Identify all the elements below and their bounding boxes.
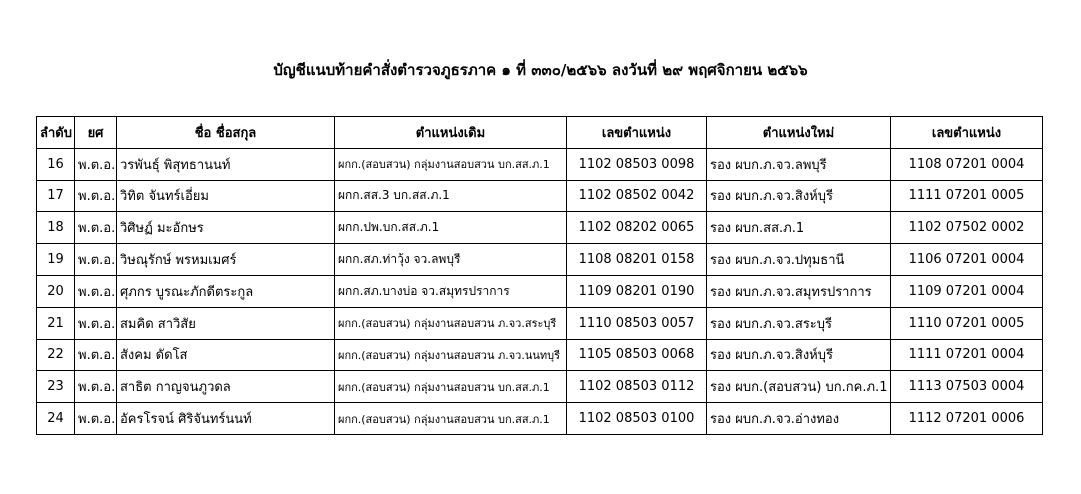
header-rank: ยศ (75, 117, 117, 149)
cell-rank: พ.ต.อ. (75, 180, 117, 212)
header-no: ลำดับ (37, 117, 75, 149)
cell-name: วิทิต จันทร์เอี่ยม (117, 180, 335, 212)
cell-new-position-no: 1110 07201 0005 (891, 307, 1043, 339)
cell-new-position-no: 1109 07201 0004 (891, 275, 1043, 307)
cell-rank: พ.ต.อ. (75, 371, 117, 403)
cell-old-position: ผกก.สภ.ท่าวุ้ง จว.ลพบุรี (335, 244, 567, 276)
cell-name: สาธิต กาญจนภูวดล (117, 371, 335, 403)
cell-new-position-no: 1108 07201 0004 (891, 148, 1043, 180)
cell-rank: พ.ต.อ. (75, 339, 117, 371)
cell-no: 18 (37, 212, 75, 244)
header-old-position: ตำแหน่งเดิม (335, 117, 567, 149)
header-new-position: ตำแหน่งใหม่ (707, 117, 891, 149)
cell-old-position: ผกก.ปพ.บก.สส.ภ.1 (335, 212, 567, 244)
cell-old-position: ผกก.สภ.บางบ่อ จว.สมุทรปราการ (335, 275, 567, 307)
cell-old-position: ผกก.(สอบสวน) กลุ่มงานสอบสวน ภ.จว.นนทบุรี (335, 339, 567, 371)
cell-new-position-no: 1111 07201 0004 (891, 339, 1043, 371)
cell-no: 19 (37, 244, 75, 276)
cell-new-position-no: 1106 07201 0004 (891, 244, 1043, 276)
cell-no: 23 (37, 371, 75, 403)
cell-no: 20 (37, 275, 75, 307)
cell-old-position: ผกก.(สอบสวน) กลุ่มงานสอบสวน บก.สส.ภ.1 (335, 148, 567, 180)
cell-name: อัครโรจน์ ศิริจันทร์นนท์ (117, 403, 335, 435)
cell-old-position-no: 1102 08503 0100 (567, 403, 707, 435)
cell-new-position: รอง ผบก.(สอบสวน) บก.กค.ภ.1 (707, 371, 891, 403)
cell-no: 16 (37, 148, 75, 180)
cell-name: วิศิษฏ์ มะอักษร (117, 212, 335, 244)
table-row (37, 307, 1043, 339)
cell-new-position-no: 1111 07201 0005 (891, 180, 1043, 212)
cell-old-position-no: 1102 08503 0112 (567, 371, 707, 403)
cell-new-position: รอง ผบก.ภ.จว.ปทุมธานี (707, 244, 891, 276)
cell-no: 17 (37, 180, 75, 212)
cell-old-position-no: 1108 08201 0158 (567, 244, 707, 276)
table-header (37, 117, 1043, 149)
table-row (37, 244, 1043, 276)
cell-new-position: รอง ผบก.ภ.จว.อ่างทอง (707, 403, 891, 435)
cell-new-position-no: 1102 07502 0002 (891, 212, 1043, 244)
cell-rank: พ.ต.อ. (75, 403, 117, 435)
cell-rank: พ.ต.อ. (75, 244, 117, 276)
cell-old-position-no: 1102 08503 0098 (567, 148, 707, 180)
table-row (37, 339, 1043, 371)
cell-name: สมคิด สาวิสัย (117, 307, 335, 339)
cell-old-position: ผกก.(สอบสวน) กลุ่มงานสอบสวน บก.สส.ภ.1 (335, 371, 567, 403)
cell-old-position: ผกก.สส.3 บก.สส.ภ.1 (335, 180, 567, 212)
cell-old-position: ผกก.(สอบสวน) กลุ่มงานสอบสวน บก.สส.ภ.1 (335, 403, 567, 435)
header-new-position-no: เลขตำแหน่ง (891, 117, 1043, 149)
cell-name: วรพันธุ์ พิสุทธานนท์ (117, 148, 335, 180)
table-body (37, 148, 1043, 434)
table-row (37, 371, 1043, 403)
cell-no: 21 (37, 307, 75, 339)
cell-new-position: รอง ผบก.ภ.จว.สิงห์บุรี (707, 180, 891, 212)
cell-old-position-no: 1105 08503 0068 (567, 339, 707, 371)
header-old-position-no: เลขตำแหน่ง (567, 117, 707, 149)
table-row (37, 403, 1043, 435)
table-row (37, 148, 1043, 180)
cell-rank: พ.ต.อ. (75, 307, 117, 339)
cell-old-position-no: 1110 08503 0057 (567, 307, 707, 339)
cell-new-position: รอง ผบก.ภ.จว.สระบุรี (707, 307, 891, 339)
table-row (37, 212, 1043, 244)
table-row (37, 180, 1043, 212)
cell-name: ศุภกร บูรณะภักดีตระกูล (117, 275, 335, 307)
cell-name: สังคม ดัดโส (117, 339, 335, 371)
cell-name: วิษณุรักษ์ พรหมเมศร์ (117, 244, 335, 276)
header-row (37, 117, 1043, 149)
cell-rank: พ.ต.อ. (75, 212, 117, 244)
cell-rank: พ.ต.อ. (75, 275, 117, 307)
document-title: บัญชีแนบท้ายคำสั่งตำรวจภูธรภาค ๑ ที่ ๓๓๐/๒๕๖๖ ลงวันที่ ๒๙ พฤศจิกายน ๒๕๖๖ (273, 61, 808, 79)
cell-no: 24 (37, 403, 75, 435)
cell-old-position-no: 1109 08201 0190 (567, 275, 707, 307)
cell-old-position-no: 1102 08502 0042 (567, 180, 707, 212)
cell-new-position: รอง ผบก.ภ.จว.สิงห์บุรี (707, 339, 891, 371)
cell-old-position: ผกก.(สอบสวน) กลุ่มงานสอบสวน ภ.จว.สระบุรี (335, 307, 567, 339)
cell-no: 22 (37, 339, 75, 371)
cell-new-position: รอง ผบก.สส.ภ.1 (707, 212, 891, 244)
table-row (37, 275, 1043, 307)
cell-new-position: รอง ผบก.ภ.จว.ลพบุรี (707, 148, 891, 180)
cell-new-position-no: 1112 07201 0006 (891, 403, 1043, 435)
cell-new-position-no: 1113 07503 0004 (891, 371, 1043, 403)
cell-old-position-no: 1102 08202 0065 (567, 212, 707, 244)
cell-new-position: รอง ผบก.ภ.จว.สมุทรปราการ (707, 275, 891, 307)
cell-rank: พ.ต.อ. (75, 148, 117, 180)
appointment-table (36, 116, 1043, 435)
header-name: ชื่อ ชื่อสกุล (117, 117, 335, 149)
